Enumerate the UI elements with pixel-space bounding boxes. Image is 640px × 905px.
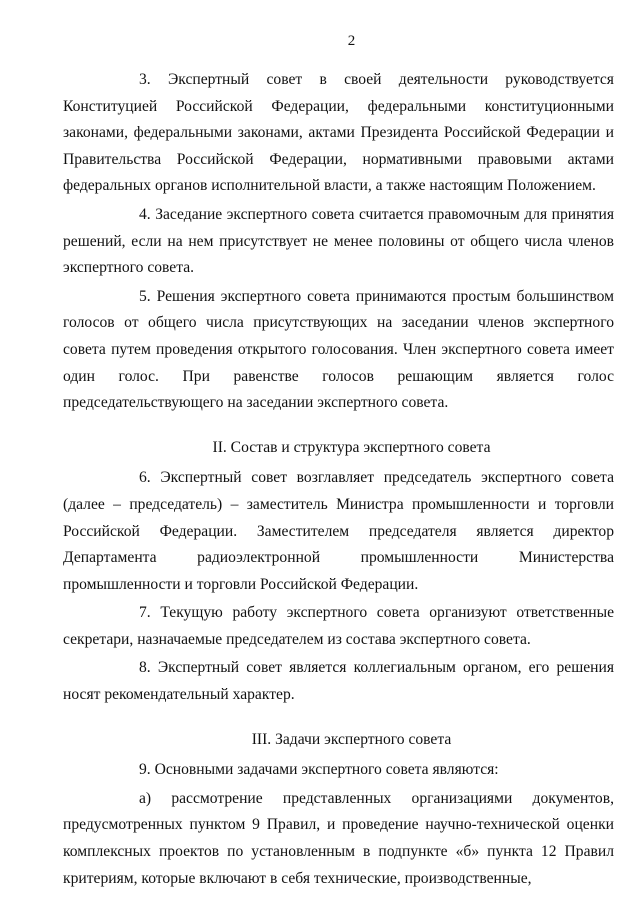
paragraph-7 xyxy=(63,600,614,653)
paragraph-8 xyxy=(63,655,614,708)
paragraph-number: 6. xyxy=(139,469,151,487)
paragraph-text: Экспертный совет является коллегиальным органом, его решения носят рекомендательный характер. xyxy=(63,659,614,704)
paragraph-text: Текущую работу экспертного совета организуют ответственные секретари, назначаемые председателем из состава экспертного совета. xyxy=(63,604,614,648)
paragraph-text: Заседание экспертного совета считается правомочным для принятия решений, если на нем присутствует не менее половины от общего числа членов экспертного совета. xyxy=(63,205,614,277)
paragraph-text: Основными задачами экспертного совета являются: xyxy=(154,761,499,779)
paragraph-6 xyxy=(63,465,614,598)
paragraph-number: 8. xyxy=(139,659,151,677)
paragraph-text: Экспертный совет возглавляет председатель экспертного совета (далее – председатель) – заместитель Министра промышленности и торговли Российской Федерации. Заместителем председателя является директор Департамента радиоэлектронной промышленности Министерства промышленности и торговли Российской Федерации. xyxy=(63,469,614,593)
paragraph-9 xyxy=(63,757,614,784)
paragraph-number: 3. xyxy=(139,71,151,88)
paragraph-9a xyxy=(63,786,614,892)
paragraph-4 xyxy=(63,202,614,282)
section-heading-3: III. Задачи экспертного совета xyxy=(251,730,452,748)
paragraph-text: Решения экспертного совета принимаются простым большинством голосов от общего числа присутствующих на заседании членов экспертного совета путем проведения открытого голосования. Член экспертного совета имеет один голос. При равенстве голосов решающим является голос председательствующего на заседании экспертного совета. xyxy=(63,287,614,412)
page-number: 2 xyxy=(347,33,356,49)
paragraph-number: 9. xyxy=(139,761,151,779)
paragraph-number: а) xyxy=(139,789,152,807)
paragraph-number: 4. xyxy=(139,205,151,223)
paragraph-5 xyxy=(63,284,614,417)
paragraph-number: 7. xyxy=(139,604,151,622)
paragraph-3 xyxy=(63,67,614,200)
section-heading-2: II. Состав и структура экспертного совета xyxy=(212,438,491,456)
paragraph-text: Экспертный совет в своей деятельности руководствуется Конституцией Российской Федерации, федеральными конституционными законами, федеральными законами, актами Президента Российской Федерации и Правительства Российской Федерации, нормативными правовыми актами федеральных органов исполнительной власти, а также настоящим Положением. xyxy=(63,71,614,195)
paragraph-number: 5. xyxy=(139,287,151,305)
paragraph-text: рассмотрение представленных организациями документов, предусмотренных пунктом 9 Правил, и проведение научно-технической оценки комплексных проектов по установленным в подпункте «б» пункта 12 Правил критериям, которые включают в себя технические, производственные, xyxy=(63,789,614,887)
